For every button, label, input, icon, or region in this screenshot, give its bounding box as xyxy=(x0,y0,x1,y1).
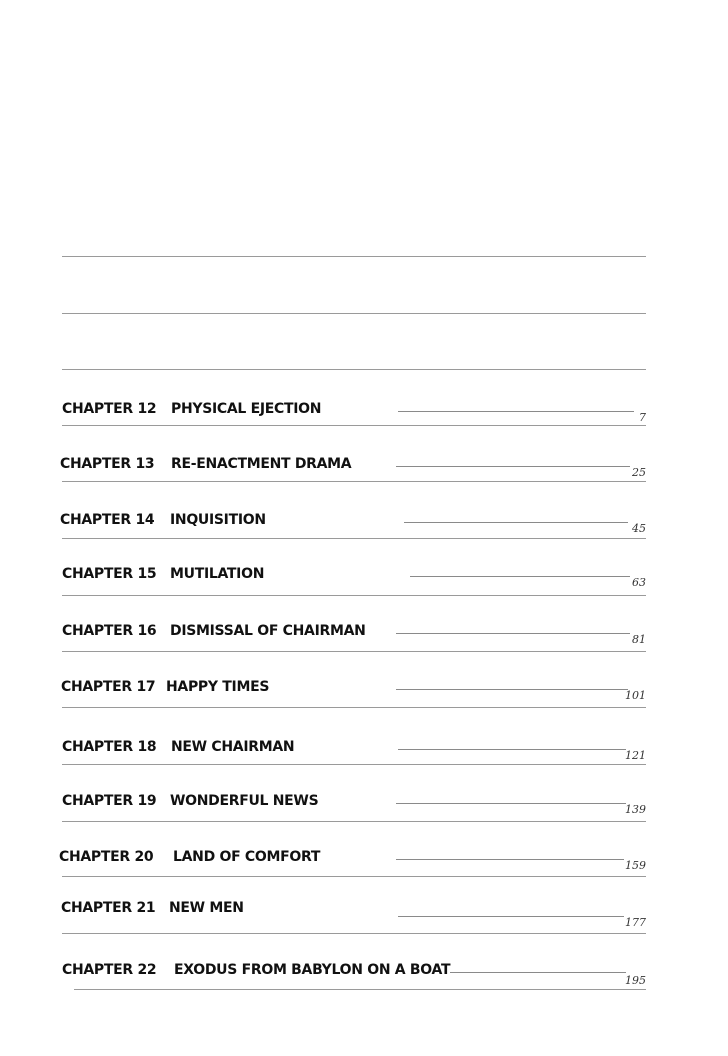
divider-rule xyxy=(74,989,646,990)
page-number: 7 xyxy=(639,411,646,424)
chapter-title: DISMISSAL OF CHAIRMAN xyxy=(170,623,366,639)
chapter-number: CHAPTER 12 xyxy=(62,401,157,417)
divider-rule xyxy=(62,538,646,539)
chapter-title: RE-ENACTMENT DRAMA xyxy=(171,456,352,472)
page-number: 45 xyxy=(632,522,646,535)
page-number: 63 xyxy=(632,576,646,589)
chapter-title: NEW MEN xyxy=(169,900,244,916)
divider-rule xyxy=(62,707,646,708)
toc-entry[interactable] xyxy=(0,849,728,879)
page-number: 195 xyxy=(625,974,646,987)
page-number: 159 xyxy=(625,859,646,872)
chapter-title: LAND OF COMFORT xyxy=(173,849,321,865)
page-number: 139 xyxy=(625,803,646,816)
page-number: 177 xyxy=(625,916,646,929)
chapter-title: WONDERFUL NEWS xyxy=(170,793,319,809)
chapter-title: MUTILATION xyxy=(170,566,265,582)
chapter-number: CHAPTER 21 xyxy=(61,900,156,916)
page-number: 121 xyxy=(625,749,646,762)
chapter-title: PHYSICAL EJECTION xyxy=(171,401,322,417)
chapter-number: CHAPTER 19 xyxy=(62,793,157,809)
divider-rule xyxy=(62,425,646,426)
chapter-number: CHAPTER 18 xyxy=(62,739,157,755)
chapter-number: CHAPTER 16 xyxy=(62,623,157,639)
dot-leader xyxy=(396,859,624,860)
chapter-number: CHAPTER 15 xyxy=(62,566,157,582)
dot-leader xyxy=(396,689,628,690)
divider-rule xyxy=(62,821,646,822)
toc-entry[interactable] xyxy=(0,793,728,823)
dot-leader xyxy=(398,749,626,750)
divider-rule xyxy=(62,313,646,314)
page-number: 101 xyxy=(625,689,646,702)
divider-rule xyxy=(62,933,646,934)
chapter-title: NEW CHAIRMAN xyxy=(171,739,295,755)
chapter-number: CHAPTER 17 xyxy=(61,679,156,695)
chapter-number: CHAPTER 13 xyxy=(60,456,155,472)
chapter-number: CHAPTER 20 xyxy=(59,849,154,865)
chapter-title: EXODUS FROM BABYLON ON A BOAT xyxy=(174,962,451,978)
toc-entry[interactable] xyxy=(0,401,728,431)
page-number: 81 xyxy=(632,633,646,646)
divider-rule xyxy=(62,481,646,482)
chapter-title: INQUISITION xyxy=(170,512,266,528)
dot-leader xyxy=(396,466,630,467)
chapter-number: CHAPTER 14 xyxy=(60,512,155,528)
page-number: 25 xyxy=(632,466,646,479)
chapter-number: CHAPTER 22 xyxy=(62,962,157,978)
dot-leader xyxy=(450,972,626,973)
dot-leader xyxy=(410,576,630,577)
divider-rule xyxy=(62,369,646,370)
toc-entry[interactable] xyxy=(0,566,728,596)
toc-entry[interactable] xyxy=(0,679,728,709)
divider-rule xyxy=(62,651,646,652)
divider-rule xyxy=(62,876,646,877)
divider-rule xyxy=(62,764,646,765)
dot-leader xyxy=(398,916,624,917)
divider-rule xyxy=(62,595,646,596)
toc-entry[interactable] xyxy=(0,962,728,992)
dot-leader xyxy=(396,803,626,804)
dot-leader xyxy=(398,411,634,412)
chapter-title: HAPPY TIMES xyxy=(166,679,270,695)
toc-entry[interactable] xyxy=(0,900,728,930)
dot-leader xyxy=(404,522,628,523)
divider-rule xyxy=(62,256,646,257)
toc-entry[interactable] xyxy=(0,623,728,653)
dot-leader xyxy=(396,633,630,634)
